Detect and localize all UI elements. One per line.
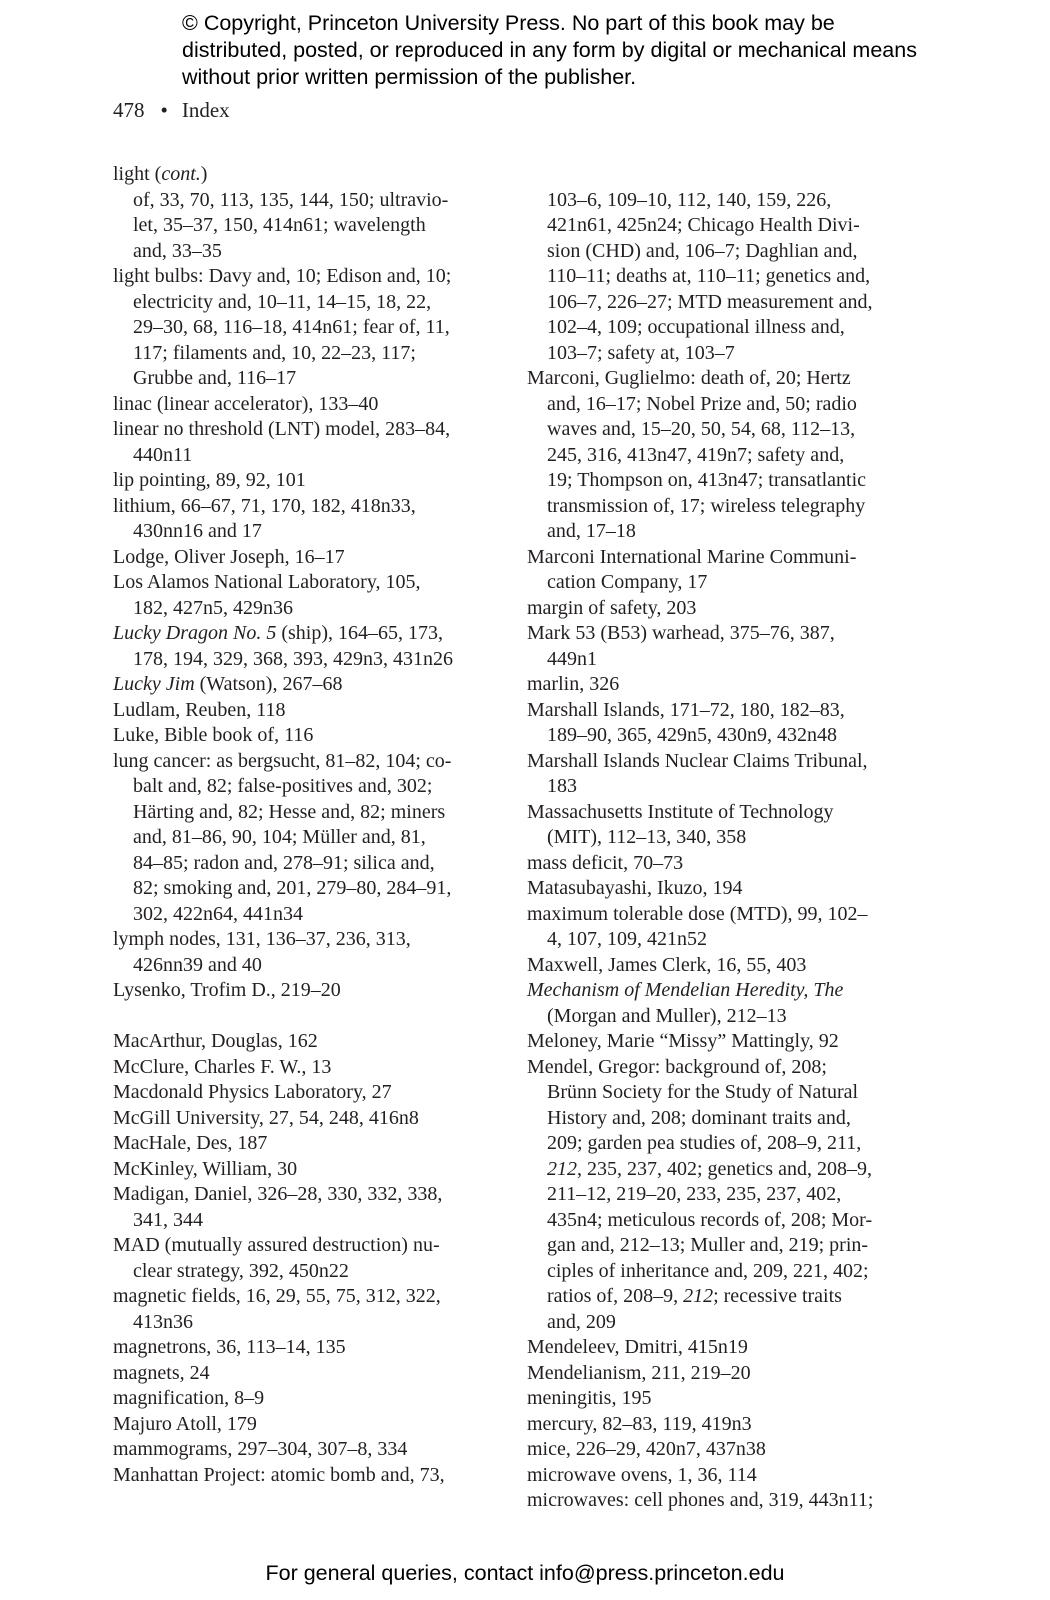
index-entry: Lysenko, Trofim D., 219–20 (113, 979, 341, 1001)
index-entry: lithium, 66–67, 71, 170, 182, 418n33, 430nn16 and 17 (113, 494, 416, 542)
index-entry: magnetrons, 36, 113–14, 135 (113, 1336, 346, 1358)
index-column-right (527, 162, 922, 1514)
index-entry: Majuro Atoll, 179 (113, 1412, 257, 1435)
index-entry: Madigan, Daniel, 326–28, 330, 332, 338, 341, 344 (113, 1183, 443, 1231)
index-entry: Mendeleev, Dmitri, 415n19 (527, 1336, 748, 1358)
index-entry: magnetic fields, 16, 29, 55, 75, 312, 322, 413n36 (113, 1285, 441, 1333)
index-entry: margin of safety, 203 (527, 596, 697, 619)
index-entry: mice, 226–29, 420n7, 437n38 (527, 1438, 766, 1460)
index-column-left (113, 162, 505, 1488)
index-entry: mass deficit, 70–73 (527, 851, 684, 874)
index-entry: Mark 53 (B53) warhead, 375–76, 387, 449n1 (527, 622, 835, 670)
index-entry: lymph nodes, 131, 136–37, 236, 313, 426nn39 and 40 (113, 928, 411, 976)
index-entry: microwaves: cell phones and, 319, 443n11; (527, 1489, 874, 1511)
index-entry: maximum tolerable dose (MTD), 99, 102– 4, 107, 109, 421n52 (527, 902, 868, 950)
index-entry: microwave ovens, 1, 36, 114 (527, 1463, 757, 1486)
index-entry: Lucky Dragon No. 5 (ship), 164–65, 173, 178, 194, 329, 368, 393, 429n3, 431n26 (113, 622, 453, 670)
index-entry: linac (linear accelerator), 133–40 (113, 392, 379, 415)
index-entry: lip pointing, 89, 92, 101 (113, 469, 306, 491)
index-entry: MacHale, Des, 187 (113, 1132, 268, 1154)
index-entry: Lodge, Oliver Joseph, 16–17 (113, 545, 345, 568)
index-entry: meningitis, 195 (527, 1387, 652, 1409)
index-entry: Maxwell, James Clerk, 16, 55, 403 (527, 953, 807, 976)
index-entry: Ludlam, Reuben, 118 (113, 698, 286, 721)
index-entry: mercury, 82–83, 119, 419n3 (527, 1412, 752, 1435)
index-entry: MAD (mutually assured destruction) nu- clear strategy, 392, 450n22 (113, 1234, 440, 1282)
index-entry: Los Alamos National Laboratory, 105, 182, 427n5, 429n36 (113, 571, 421, 619)
index-entry: McKinley, William, 30 (113, 1157, 298, 1180)
index-entry: Manhattan Project: atomic bomb and, 73, (113, 1463, 445, 1486)
section-title: Index (181, 98, 230, 122)
page-number: 478 (113, 98, 145, 122)
copyright-notice: © Copyright, Princeton University Press. No part of this book may be distributed, posted, or reproduced in any form by digital or mechanical means without prior written permission of the publisher. (182, 11, 917, 89)
index-entry: Massachusetts Institute of Technology (MIT), 112–13, 340, 358 (527, 800, 834, 848)
index-entry: Marshall Islands, 171–72, 180, 182–83, 189–90, 365, 429n5, 430n9, 432n48 (527, 698, 845, 746)
index-entry: magnification, 8–9 (113, 1387, 265, 1409)
index-entry: 103–6, 109–10, 112, 140, 159, 226, 421n61, 425n24; Chicago Health Divi- sion (CHD) and, 106–7; Daghlian and, 110–11; deaths at, 110–11; genetics and, 106–7, 226–27; MTD measurement and, 102–4, 109; occupational illness and, 103–7; safety at, 103–7 (547, 188, 873, 364)
index-entry: McClure, Charles F. W., 13 (113, 1055, 332, 1078)
index-entry: marlin, 326 (527, 673, 620, 695)
index-entry: Marconi International Marine Communi- cation Company, 17 (527, 545, 857, 593)
index-entry: Matasubayashi, Ikuzo, 194 (527, 877, 743, 899)
footer-contact: For general queries, contact info@press.princeton.edu (265, 1561, 785, 1585)
index-entry: Mendelianism, 211, 219–20 (527, 1361, 751, 1384)
index-entry: light (cont.) of, 33, 70, 113, 135, 144, 150; ultravio- let, 35–37, 150, 414n61; wavelength and, 33–35 (113, 163, 449, 262)
index-entry: Mendel, Gregor: background of, 208; Brünn Society for the Study of Natural History and, 208; dominant traits and, 209; garden pea studies of, 208–9, 211, 212, 235, 237, 402; genetics and, 208–9, 211–12, 219–20, 233, 235, 237, 402, 435n4; meticulous records of, 208; Mor- gan and, 212–13; Muller and, 219; prin- ciples of inheritance and, 209, 221, 402; ratios of, 208–9, 212; recessive traits and, 209 (527, 1055, 873, 1333)
running-head (113, 96, 230, 124)
index-entry: Luke, Bible book of, 116 (113, 724, 314, 746)
index-entry: Meloney, Marie “Missy” Mattingly, 92 (527, 1030, 839, 1052)
index-entry: Macdonald Physics Laboratory, 27 (113, 1081, 392, 1103)
index-entry: Mechanism of Mendelian Heredity, The (Morgan and Muller), 212–13 (527, 979, 844, 1027)
index-entry: lung cancer: as bergsucht, 81–82, 104; co- balt and, 82; false-positives and, 302; Härting and, 82; Hesse and, 82; miners and, 81–86, 90, 104; Müller and, 81, 84–85; radon and, 278–91; silica and, 82; smoking and, 201, 279–80, 284–91, 302, 422n64, 441n34 (113, 749, 452, 925)
bullet-separator: • (160, 98, 168, 122)
index-entry: McGill University, 27, 54, 248, 416n8 (113, 1106, 419, 1129)
index-entry: Marconi, Guglielmo: death of, 20; Hertz and, 16–17; Nobel Prize and, 50; radio waves and, 15–20, 50, 54, 68, 112–13, 245, 316, 413n47, 419n7; safety and, 19; Thompson on, 413n47; transatlantic transmission of, 17; wireless telegraphy and, 17–18 (527, 367, 867, 542)
index-entry: Lucky Jim (Watson), 267–68 (113, 673, 343, 695)
index-entry: linear no threshold (LNT) model, 283–84, 440n11 (113, 418, 451, 466)
index-entry: mammograms, 297–304, 307–8, 334 (113, 1438, 408, 1460)
index-entry: MacArthur, Douglas, 162 (113, 1030, 318, 1052)
section-gap (113, 1004, 505, 1030)
index-entry: magnets, 24 (113, 1361, 210, 1384)
index-entry: light bulbs: Davy and, 10; Edison and, 10; electricity and, 10–11, 14–15, 18, 22, 29–30, 68, 116–18, 414n61; fear of, 11, 117; filaments and, 10, 22–23, 117; Grubbe and, 116–17 (113, 265, 452, 389)
index-entry: Marshall Islands Nuclear Claims Tribunal, 183 (527, 749, 868, 797)
